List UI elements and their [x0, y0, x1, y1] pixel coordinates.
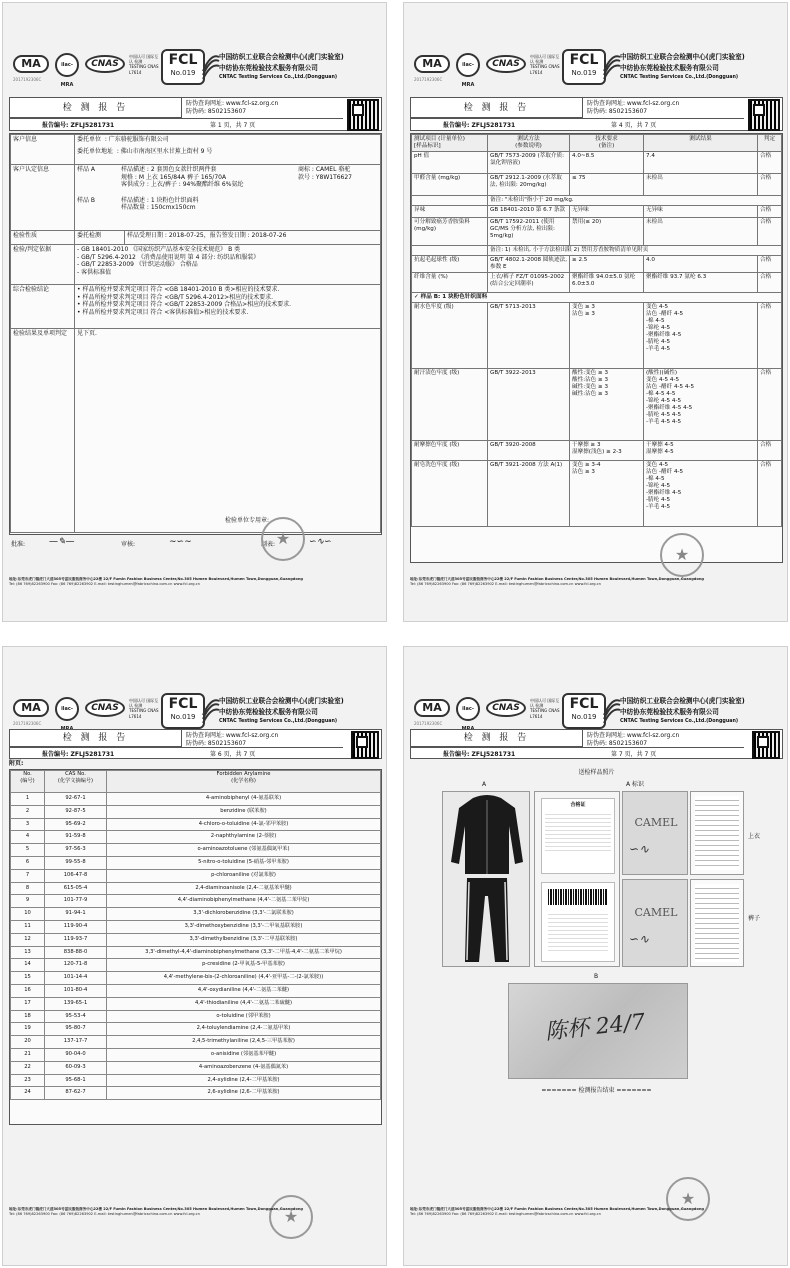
date-line: 样品受理日期 : 2018-07-25，报告签发日期 : 2018-07-26 — [125, 231, 381, 245]
amine-name: 3,3'-dimethylbenzidine (3,3'-二甲基联苯胺) — [107, 933, 381, 946]
client-info-label: 客户信息 — [11, 135, 75, 165]
org-name: 中国纺织工业联合会检测中心(虎门实验室) 中纺协东莞检验技术服务有限公司 CNTAC Testing Services Co.,Ltd.(Dongguan) — [219, 697, 344, 725]
camel-label-pants: CAMEL ∽∿ — [622, 879, 688, 967]
amine-name: o-toluidine (邻甲苯胺) — [107, 1010, 381, 1023]
amine-name: o-aminoazotoluene (邻氨基偶氮甲苯) — [107, 844, 381, 857]
amine-cas: 137-17-7 — [45, 1036, 107, 1049]
table-row — [11, 831, 381, 844]
hangtag-card: 合格证 — [541, 798, 615, 874]
cnas-logo: CNAS — [85, 55, 125, 73]
result-row: 纤维含量 (%) 上衣/裤子 FZ/T 01095-2002 (结合公定回潮率) 聚酯纤维 94.0±5.0 氨纶 6.0±3.0 聚酯纤维 93.7 氨纶 6.3 合格 — [412, 272, 782, 292]
section-b-row: ✓ 样品 B: 1 块粉色针织面料 — [412, 292, 782, 302]
result-note: 备注: "未检出"指小于 20 mg/kg. — [412, 195, 782, 205]
style-no: 款号 : Y8W1T6627 — [298, 173, 353, 181]
basis-item: - GB/T 5296.4-2012 《消费品使用说明 第 4 部分: 纺织品和服装》 — [77, 253, 260, 261]
result-row: 耐摩擦色牢度 (级) GB/T 3920-2008 干摩擦 ≥ 3 湿摩擦(浅色) ≥ 2-3 干摩擦 4-5 湿摩擦 4-5 合格 — [412, 440, 782, 460]
amine-cas: 60-09-3 — [45, 1061, 107, 1074]
report-title: 检 测 报 告 — [411, 730, 583, 747]
report-number-row: 报告编号: ZFLJ5281731 第 4 页，共 7 页 — [411, 118, 744, 132]
report-number-row: 报告编号: ZFLJ5281731 第 6 页，共 7 页 — [10, 747, 343, 760]
result-row: 可分解致癌芳香胺染料 (mg/kg) GB/T 17592-2011 (使用 GC/MS 分析方法, 检出限: 5mg/kg) 禁用(≤ 20) 未检出 合格 — [412, 217, 782, 245]
report-page-4 — [403, 2, 788, 622]
client-value: : 广东骆驼服饰有限公司 — [104, 136, 169, 143]
sample-a-comp: 客供成分 : 上衣/裤子 : 94%聚酯纤维 6%氨纶 — [121, 181, 244, 188]
org-name: 中国纺织工业联合会检测中心(虎门实验室) 中纺协东莞检验技术服务有限公司 CNTAC Testing Services Co.,Ltd.(Dongguan) — [620, 697, 745, 725]
ma-logo: MA — [13, 699, 49, 717]
result-row: 甲醛含量 (mg/kg) GB/T 2912.1-2009 (水萃取法, 检出限: 20mg/kg) ≤ 75 未检出 合格 — [412, 173, 782, 195]
anti-fake-info: 防伪查询网址: www.fcl-sz.org.cn 防伪码: 8502153607 — [186, 100, 279, 115]
amine-cas: 101-14-4 — [45, 972, 107, 985]
amine-cas: 119-90-4 — [45, 920, 107, 933]
title-bar — [9, 97, 382, 131]
ilac-mra-logo: ilac-MRA — [55, 53, 79, 77]
amine-name: p-chloroaniline (对氯苯胺) — [107, 869, 381, 882]
photo-label-a: A — [482, 781, 487, 788]
table-row — [11, 844, 381, 857]
table-row — [11, 1023, 381, 1036]
footer: 地址:东莞市虎门镇虎门大道305号富民服装商务中心22楼 22/F Fumin Fashion Business Center,No.305 Humen Boulevard,Humen Town,Dongguan,Guangdong Tel: (86 769)82263900 Fax: (86 769)82263902 E-mail: testinghumen@fabricschina.com.cn www.fcl.org.cn — [9, 577, 303, 587]
footer: 地址:东莞市虎门镇虎门大道305号富民服装商务中心22楼 22/F Fumin Fashion Business Center,No.305 Humen Boulevard,Humen Town,Dongguan,Guangdong Tel: (86 769)82263900 Fax: (86 769)82263902 E-mail: testinghumen@fabricschina.com.cn www.fcl.org.cn — [410, 577, 704, 587]
ilac-mra-logo: ilac- — [456, 697, 480, 721]
amine-cas: 119-93-7 — [45, 933, 107, 946]
sample-a-spec: 规格 : M 上衣 165/84A 裤子 165/70A — [121, 173, 227, 181]
test-nature: 委托检测 — [75, 231, 125, 245]
amine-cas: 92-67-1 — [45, 793, 107, 806]
table-row — [11, 920, 381, 933]
basis-label: 检验/判定依据 — [11, 245, 75, 285]
report-number-row: 报告编号: ZFLJ5281731 第 7 页，共 7 页 — [411, 747, 744, 760]
amine-name: 4,4'-methylene-bis-(2-chloroaniline) (4,4'-亚甲基-二-(2-氯苯胺)) — [107, 972, 381, 985]
approver-signature: —✎— — [49, 537, 75, 547]
client-addr-value: : 佛山市南海区里水甘蕉上街村 9 号 — [116, 147, 213, 155]
amine-no: 21 — [11, 1048, 45, 1061]
qr-code — [752, 731, 780, 759]
amine-name: 4-chloro-o-toluidine (4-氯-邻甲苯胺) — [107, 818, 381, 831]
amine-name: 4,4'-diaminobiphenylmethane (4,4'-二氨基二苯甲烷) — [107, 895, 381, 908]
report-title: 检 测 报 告 — [10, 98, 182, 118]
cert-number: 2017192306C — [414, 77, 443, 82]
amine-no: 2 — [11, 805, 45, 818]
review-label: 审核: — [121, 541, 136, 548]
remark-label: 检验结果及单项判定 — [11, 329, 75, 533]
amine-cas: 92-87-5 — [45, 805, 107, 818]
title-bar — [410, 97, 783, 131]
amine-name: 3,3'-dichlorobenzidine (3,3'-二氯联苯胺) — [107, 908, 381, 921]
result-note: 备注: 1) 未检出, 小于方法检出限 2) 禁用芳香胺物质清单见附页 — [412, 245, 782, 255]
title-bar — [410, 729, 783, 759]
amine-cas: 99-55-8 — [45, 856, 107, 869]
hangtag-photo — [534, 791, 620, 967]
testing-mark: 中国认可 国际互认 检测 TESTING CNAS L7614 — [530, 54, 560, 75]
conclusion-label: 综合检验结论 — [11, 285, 75, 329]
photo-label-a-tag: A 标识 — [626, 781, 645, 788]
footer: 地址:东莞市虎门镇虎门大道305号富民服装商务中心22楼 22/F Fumin Fashion Business Center,No.305 Humen Boulevard,Humen Town,Dongguan,Guangdong Tel: (86 769)82263900 Fax: (86 769)82263902 E-mail: testinghumen@fabricschina.com.cn www.fcl.org.cn — [9, 1207, 303, 1217]
basis-item: - GB/T 22853-2009 《针织运动服》 合格品 — [77, 261, 198, 268]
amine-cas: 91-59-8 — [45, 831, 107, 844]
amine-no: 22 — [11, 1061, 45, 1074]
sample-photos-title: 送检样品照片 — [578, 769, 615, 776]
trademark: 商标 : CAMEL 骆驼 — [298, 166, 351, 173]
amine-name: 2,4-xylidine (2,4-二甲基苯胺) — [107, 1074, 381, 1087]
table-row — [11, 946, 381, 959]
stamp-label: 检验单位专用章: — [225, 516, 270, 524]
amine-name: 2,4-diaminoanisole (2,4-二氨基苯甲醚) — [107, 882, 381, 895]
cnas-logo: CNAS — [486, 699, 526, 717]
conclusion-item: • 样品所检并要求判定项目 符合 <GB 18401-2010 B 类>相应的技术要求. — [77, 286, 280, 293]
table-row — [11, 1048, 381, 1061]
amine-no: 8 — [11, 882, 45, 895]
label-top: 上衣 — [748, 833, 761, 840]
amine-cas: 95-80-7 — [45, 1023, 107, 1036]
testing-mark: 中国认可 国际互认 检测 TESTING CNAS L7614 — [129, 54, 159, 75]
sample-confirm-label: 客户认定信息 — [11, 165, 75, 231]
amine-no: 17 — [11, 997, 45, 1010]
sample-b-qty: 样品数量 : 150cmx150cm — [121, 204, 196, 211]
amine-no: 7 — [11, 869, 45, 882]
amine-name: benzidine (联苯胺) — [107, 805, 381, 818]
report-end: ======= 检测报告结束 ======= — [541, 1087, 652, 1094]
appendix-label: 附页: — [9, 760, 24, 767]
amine-no: 1 — [11, 793, 45, 806]
tester-signature: ∽∿∽ — [309, 537, 332, 547]
table-row — [11, 882, 381, 895]
cert-number: 2017192306C — [13, 77, 42, 82]
table-row — [11, 933, 381, 946]
table-row — [11, 818, 381, 831]
amine-name: 3,3'-dimethyl-4,4'-diaminobiphenylmethane (3,3'-二甲基-4,4'-二氨基二苯甲烷) — [107, 946, 381, 959]
arylamine-table: No. (编号) CAS No. (化学文摘编号) Forbidden Arylamine (化学名称) 1 92-67-1 4-aminobiphenyl (4-氨基联苯) 2 92-87-5 benzidine (联苯胺) 3 95-69-2 4-chloro-o-toluidine (4-氯-邻甲苯胺) 4 91-59-8 2-naphthylamine (2-萘胺) 5 97-56-3 o-aminoazotoluene (邻氨基偶氮甲苯) 6 99-55-8 5-nitro-o-toluidine (5-硝基-邻甲苯胺) 7 106-47-8 p-chloroaniline (对氯苯胺) 8 615-05-4 2,4-diaminoanisole (2,4-二氨基苯甲醚) 9 101-77-9 4,4'-diaminobiphenylmethane (4,4'-二氨基二苯甲烷) 10 91-94-1 3,3'-dichlorobenzidine (3,3'-二氯联苯胺) 11 119-90-4 3,3'-dimethoxybenzidine (3,3'-二甲氧基联苯胺) 12 119-93-7 3,3'-dimethylbenzidine (3,3'-二甲基联苯胺) 13 838-88-0 3,3'-dimethyl-4,4'-diaminobiphenylmethane (3,3'-二甲基-4,4'-二氨基二苯甲烷) 14 120-71-8 p-cresidine (2-甲氧基-5-甲基苯胺) 15 101-14-4 4,4'-methylene-bis-(2-chloroaniline) (4,4'-亚甲基-二-(2-氯苯胺)) 16 101-80-4 4,4'-oxydianiline (4,4'-二氨基二苯醚) 17 139-65-1 4,4'-thiodianiline (4,4'-二氨基二苯硫醚) 18 95-53-4 o-toluidine (邻甲苯胺) 19 95-80-7 2,4-toluylendiamine (2,4-二氨基甲苯) 20 137-17-7 2,4,5-trimethylaniline (2,4,5-三甲基苯胺) 21 90-04-0 o-anisidine (邻氨基苯甲醚) 22 60-09-3 4-aminoazobenzene (4-氨基偶氮苯) 23 95-68-1 2,4-xylidine (2,4-二甲基苯胺) 24 87-62-7 2,6-xylidine (2,6-二甲基苯胺) — [9, 769, 382, 1125]
amine-cas: 97-56-3 — [45, 844, 107, 857]
org-name: 中国纺织工业联合会检测中心(虎门实验室) 中纺协东莞检验技术服务有限公司 CNTAC Testing Services Co.,Ltd.(Dongguan) — [620, 53, 745, 81]
seal-stamp-icon: ★ — [666, 1177, 710, 1221]
amine-no: 4 — [11, 831, 45, 844]
report-title: 检 测 报 告 — [10, 730, 182, 747]
qr-code — [748, 99, 780, 131]
amine-no: 14 — [11, 959, 45, 972]
client-label: 委托单位 — [77, 136, 102, 143]
amine-name: 4-aminoazobenzene (4-氨基偶氮苯) — [107, 1061, 381, 1074]
amine-cas: 90-04-0 — [45, 1048, 107, 1061]
garment-photo — [442, 791, 530, 967]
report-number-row: 报告编号: ZFLJ5281731 第 1 页，共 7 页 — [10, 118, 343, 132]
client-addr-label: 委托单位地址 — [77, 147, 114, 155]
amine-no: 18 — [11, 1010, 45, 1023]
table-row — [11, 1074, 381, 1087]
amine-name: 3,3'-dimethoxybenzidine (3,3'-二甲氧基联苯胺) — [107, 920, 381, 933]
report-body — [9, 133, 382, 535]
cert-number: 2017192306C — [414, 721, 443, 726]
approve-label: 批准: — [11, 541, 26, 548]
table-row — [11, 856, 381, 869]
result-row: 异味 GB 18401-2010 第 6.7 条款 无异味 无异味 合格 — [412, 205, 782, 217]
amine-name: 2-naphthylamine (2-萘胺) — [107, 831, 381, 844]
amine-no: 24 — [11, 1087, 45, 1100]
signature-row — [9, 535, 382, 555]
seal-stamp-icon: ★ — [660, 533, 704, 577]
amine-name: 2,4,5-trimethylaniline (2,4,5-三甲基苯胺) — [107, 1036, 381, 1049]
fcl-logo: FCL No.019 — [562, 49, 606, 85]
result-row: 耐汗渍色牢度 (级) GB/T 3922-2013 酸性:变色 ≥ 3 酸性:沾色 ≥ 3 碱性:变色 ≥ 3 碱性:沾色 ≥ 3 (酸性)(碱性) 变色 4-5 4-5 沾色 -醋纤 4-5 4-5 -棉 4-5 4-5 -锦纶 4-5 4-5 -聚酯纤维 4-5 4-5 -腈纶 4-5 4-5 -羊毛 4-5 4-5 合格 — [412, 368, 782, 440]
amine-no: 15 — [11, 972, 45, 985]
testing-mark: 中国认可 国际互认 检测 TESTING CNAS L7614 — [129, 698, 159, 719]
cert-number: 2017192306C — [13, 721, 42, 726]
wave-icon — [201, 55, 221, 81]
report-header — [9, 47, 382, 97]
amine-cas: 101-80-4 — [45, 984, 107, 997]
test-nature-label: 检验性质 — [11, 231, 75, 245]
amine-no: 16 — [11, 984, 45, 997]
basis-item: - 客供标准值 — [77, 268, 112, 276]
amine-cas: 139-65-1 — [45, 997, 107, 1010]
report-title: 检 测 报 告 — [411, 98, 583, 118]
amine-no: 3 — [11, 818, 45, 831]
amine-cas: 95-69-2 — [45, 818, 107, 831]
amine-no: 20 — [11, 1036, 45, 1049]
table-row — [11, 793, 381, 806]
wave-icon — [201, 699, 221, 725]
test-results-table: 测试项目 (计量单位) [样品标识] 测试方法 (参数说明) 技术要求 (备注) 测试结果 判定 pH 值 GB/T 7573-2009 (萃取介质: 氯化钾溶液) 4.0~8.5 7.4 合格 甲醛含量 (mg/kg) GB/T 2912.1-2009 (水萃取法, 检出限: 20mg/kg) ≤ 75 未检出 合格 备注: "未检出"指小于 20 mg/kg. 异味 GB 18401-2010 第 6.7 条款 无异味 无异味 合格 可分解致癌芳香胺染料 (mg/kg) GB/T 17592-2011 (使用 GC/MS 分析方法, 检出限: 5mg/kg) 禁用(≤ 20) 未检出 合格 备注: 1) 未检出, 小于方法检出限 2) 禁用芳香胺物质清单见附页 抗起毛起球性 (级) GB/T 4802.1-2008 圆轨迹法, 参数 E ≥ 2.5 4.0 合格 纤维含量 (%) 上衣/裤子 FZ/T 01095-2002 (结合公定回潮率) 聚酯纤维 94.0±5.0 氨纶 6.0±3.0 聚酯纤维 93.7 氨纶 6.3 合格 ✓ 样品 B: 1 块粉色针织面料 耐水色牢度 (级) GB/T 5713-2013 变色 ≥ 3 沾色 ≥ 3 变色 4-5 沾色 -醋纤 4-5 -棉 4-5 -锦纶 4-5 -聚酯纤维 4-5 -腈纶 4-5 -羊毛 4-5 合格 耐汗渍色牢度 (级) GB/T 3922-2013 酸性:变色 ≥ 3 酸性:沾色 ≥ 3 碱性:变色 ≥ 3 碱性:沾色 ≥ 3 (酸性)(碱性) 变色 4-5 4-5 沾色 -醋纤 4-5 4-5 -棉 4-5 4-5 -锦纶 4-5 4-5 -聚酯纤维 4-5 4-5 -腈纶 4-5 4-5 -羊毛 4-5 4-5 合格 耐摩擦色牢度 (级) GB/T 3920-2008 干摩擦 ≥ 3 湿摩擦(浅色) ≥ 2-3 干摩擦 4-5 湿摩擦 4-5 合格 耐皂洗色牢度 (级) GB/T 3921-2008 方法 A(1) 变色 ≥ 3-4 沾色 ≥ 3 变色 4-5 沾色 -醋纤 4-5 -棉 4-5 -锦纶 4-5 -聚酯纤维 4-5 -腈纶 4-5 -羊毛 4-5 合格 — [410, 133, 783, 563]
fcl-logo: FCL No.019 — [161, 693, 205, 729]
remark: 见下页. — [77, 330, 97, 337]
table-row — [11, 895, 381, 908]
table-row — [11, 984, 381, 997]
amine-cas: 95-68-1 — [45, 1074, 107, 1087]
wave-icon — [602, 55, 622, 81]
result-row: 耐水色牢度 (级) GB/T 5713-2013 变色 ≥ 3 沾色 ≥ 3 变色 4-5 沾色 -醋纤 4-5 -棉 4-5 -锦纶 4-5 -聚酯纤维 4-5 -腈纶 4-5 -羊毛 4-5 合格 — [412, 302, 782, 368]
sample-b-desc: 样品描述 : 1 块粉色针织面料 — [121, 196, 199, 204]
amine-cas: 120-71-8 — [45, 959, 107, 972]
ma-logo: MA — [414, 699, 450, 717]
table-row — [11, 1036, 381, 1049]
amine-cas: 615-05-4 — [45, 882, 107, 895]
report-page-7 — [403, 646, 788, 1266]
fabric-sample-photo — [508, 983, 688, 1079]
sample-b-label: 样品 B — [77, 196, 96, 204]
seal-stamp-icon: ★ — [269, 1195, 313, 1239]
amine-no: 11 — [11, 920, 45, 933]
camel-label-top: CAMEL ∽∿ — [622, 791, 688, 875]
ilac-mra-logo: ilac-MRA — [456, 53, 480, 77]
amine-no: 9 — [11, 895, 45, 908]
amine-cas: 91-94-1 — [45, 908, 107, 921]
footer: 地址:东莞市虎门镇虎门大道305号富民服装商务中心22楼 22/F Fumin Fashion Business Center,No.305 Humen Boulevard,Humen Town,Dongguan,Guangdong Tel: (86 769)82263900 Fax: (86 769)82263902 E-mail: testinghumen@fabricschina.com.cn www.fcl.org.cn — [410, 1207, 704, 1217]
ma-logo: MA — [414, 55, 450, 73]
amine-name: 2,6-xylidine (2,6-二甲基苯胺) — [107, 1087, 381, 1100]
report-header — [410, 47, 783, 97]
handwritten-signature: 陈杯 24/7 — [543, 1009, 647, 1046]
wave-icon — [602, 699, 622, 725]
amine-name: 4,4'-thiodianiline (4,4'-二氨基二苯硫醚) — [107, 997, 381, 1010]
amine-no: 10 — [11, 908, 45, 921]
tester-label: 制表: — [261, 541, 276, 548]
conclusion-item: • 样品所检并要求判定项目 符合 <客供标准值>相应的技术要求. — [77, 308, 249, 316]
conclusion-item: • 样品所检并要求判定项目 符合 <GB/T 22853-2009 合格品>相应的技术要求. — [77, 301, 292, 308]
amine-cas: 838-88-0 — [45, 946, 107, 959]
testing-mark: 中国认可 国际互认 检测 TESTING CNAS L7614 — [530, 698, 560, 719]
ma-logo: MA — [13, 55, 49, 73]
report-page-6 — [2, 646, 387, 1266]
amine-name: p-cresidine (2-甲氧基-5-甲基苯胺) — [107, 959, 381, 972]
qr-code — [347, 99, 379, 131]
table-row — [11, 908, 381, 921]
table-row — [11, 869, 381, 882]
amine-no: 23 — [11, 1074, 45, 1087]
amine-cas: 87-62-7 — [45, 1087, 107, 1100]
table-row — [11, 972, 381, 985]
conclusion-item: • 样品所检并要求判定项目 符合 <GB/T 5296.4-2012>相应的技术要求. — [77, 293, 274, 301]
label-pants: 裤子 — [748, 915, 761, 922]
amine-name: o-anisidine (邻氨基苯甲醚) — [107, 1048, 381, 1061]
amine-cas: 101-77-9 — [45, 895, 107, 908]
fcl-logo: FCL No.019 — [562, 693, 606, 729]
seal-stamp-icon: ★ — [261, 517, 305, 561]
amine-cas: 106-47-8 — [45, 869, 107, 882]
fcl-logo: FCL No.019 — [161, 49, 205, 85]
report-page-1 — [2, 2, 387, 622]
amine-name: 5-nitro-o-toluidine (5-硝基-邻甲苯胺) — [107, 856, 381, 869]
sample-a-desc: 样品描述 : 2 套黑色女款针织两件套 — [121, 166, 217, 173]
anti-fake-info: 防伪查询网址: www.fcl-sz.org.cn 防伪码: 8502153607 — [587, 100, 680, 115]
org-name: 中国纺织工业联合会检测中心(虎门实验室) 中纺协东莞检验技术服务有限公司 CNTAC Testing Services Co.,Ltd.(Dongguan) — [219, 53, 344, 81]
amine-no: 5 — [11, 844, 45, 857]
anti-fake-info: 防伪查询网址: www.fcl-sz.org.cn 防伪码: 8502153607 — [587, 732, 680, 747]
amine-no: 13 — [11, 946, 45, 959]
basis-item: - GB 18401-2010 《国家纺织产品基本安全技术规范》 B 类 — [77, 246, 241, 253]
table-row — [11, 1087, 381, 1100]
table-row — [11, 805, 381, 818]
table-row — [11, 997, 381, 1010]
ilac-mra-logo: ilac- — [55, 697, 79, 721]
result-row: 抗起毛起球性 (级) GB/T 4802.1-2008 圆轨迹法, 参数 E ≥ 2.5 4.0 合格 — [412, 255, 782, 272]
amine-name: 4,4'-oxydianiline (4,4'-二氨基二苯醚) — [107, 984, 381, 997]
result-row: pH 值 GB/T 7573-2009 (萃取介质: 氯化钾溶液) 4.0~8.5 7.4 合格 — [412, 151, 782, 173]
table-row — [11, 959, 381, 972]
anti-fake-info: 防伪查询网址: www.fcl-sz.org.cn 防伪码: 8502153607 — [186, 732, 279, 747]
table-row — [11, 1061, 381, 1074]
care-label-top — [690, 791, 744, 875]
amine-no: 19 — [11, 1023, 45, 1036]
amine-name: 2,4-toluylendiamine (2,4-二氨基甲苯) — [107, 1023, 381, 1036]
table-row — [11, 1010, 381, 1023]
title-bar — [9, 729, 382, 759]
qr-code — [351, 731, 379, 759]
amine-name: 4-aminobiphenyl (4-氨基联苯) — [107, 793, 381, 806]
cnas-logo: CNAS — [85, 699, 125, 717]
care-label-pants — [690, 879, 744, 967]
amine-no: 6 — [11, 856, 45, 869]
photo-label-b: B — [594, 973, 599, 980]
barcode-card — [541, 882, 615, 962]
reviewer-signature: ∼∽∼ — [169, 537, 192, 547]
amine-no: 12 — [11, 933, 45, 946]
result-row: 耐皂洗色牢度 (级) GB/T 3921-2008 方法 A(1) 变色 ≥ 3-4 沾色 ≥ 3 变色 4-5 沾色 -醋纤 4-5 -棉 4-5 -锦纶 4-5 -聚酯纤维 4-5 -腈纶 4-5 -羊毛 4-5 合格 — [412, 460, 782, 526]
amine-cas: 95-53-4 — [45, 1010, 107, 1023]
sample-a-label: 样品 A — [77, 166, 96, 173]
cnas-logo: CNAS — [486, 55, 526, 73]
